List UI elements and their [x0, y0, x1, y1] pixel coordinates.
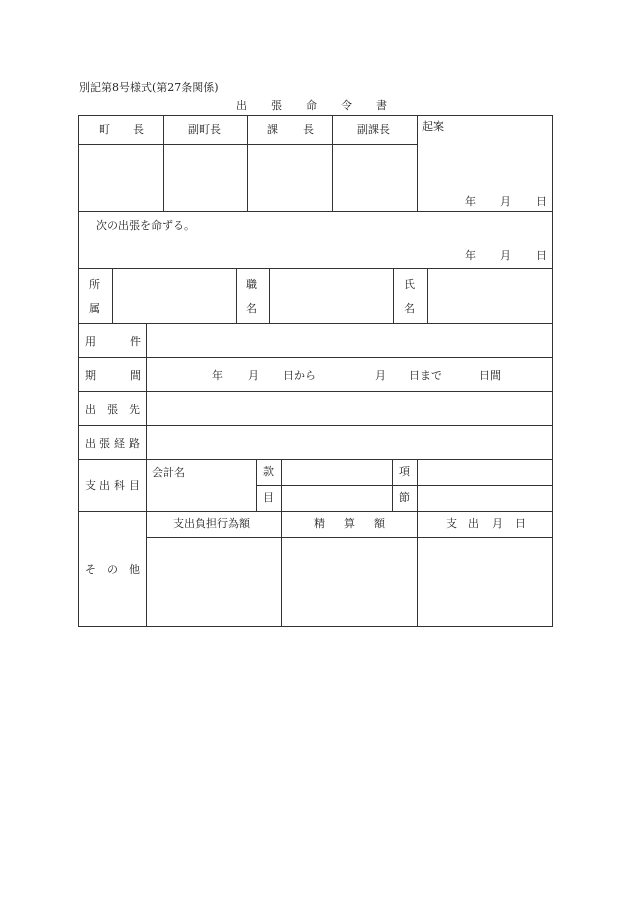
route-label: 経 — [114, 437, 125, 450]
table-line — [236, 268, 237, 324]
title-char: 出 — [236, 99, 247, 112]
table-line — [78, 357, 553, 358]
other-label: そ — [85, 563, 96, 576]
deputy-section-chief-label: 副課長 — [357, 123, 390, 136]
period-year: 年 — [212, 369, 223, 382]
table-line — [78, 323, 553, 324]
position-label: 名 — [246, 302, 257, 315]
table-border — [78, 115, 79, 627]
draft-date-month: 月 — [500, 195, 511, 208]
table-line — [112, 268, 113, 324]
business-label: 用 — [85, 335, 96, 348]
payment-date-header: 月 — [492, 517, 503, 530]
table-line — [78, 459, 553, 460]
route-label: 出 — [85, 437, 96, 450]
table-line — [78, 425, 553, 426]
table-line — [332, 115, 333, 212]
title-char: 張 — [271, 99, 282, 112]
form-label: 別記第8号様式(第27条関係) — [79, 81, 219, 94]
budget-label: 目 — [129, 479, 140, 492]
settlement-header: 精 — [314, 517, 325, 530]
table-line — [78, 391, 553, 392]
order-text: 次の出張を命ずる。 — [96, 219, 195, 232]
table-line — [393, 268, 394, 324]
table-line — [256, 485, 553, 486]
period-days: 日間 — [479, 369, 501, 382]
title-char: 書 — [376, 99, 387, 112]
route-label: 張 — [99, 437, 110, 450]
table-border — [552, 115, 553, 627]
table-border — [78, 115, 553, 116]
order-date-month: 月 — [500, 249, 511, 262]
draft-date-day: 日 — [536, 195, 547, 208]
table-line — [269, 268, 270, 324]
table-line — [281, 511, 282, 627]
section-chief-label: 長 — [303, 123, 314, 136]
payment-date-header: 日 — [515, 517, 526, 530]
period-month-end: 月 — [375, 369, 386, 382]
order-date-day: 日 — [536, 249, 547, 262]
period-label: 間 — [130, 369, 141, 382]
table-line — [163, 115, 164, 212]
name-label: 名 — [404, 302, 415, 315]
period-month: 月 — [248, 369, 259, 382]
period-label: 期 — [85, 369, 96, 382]
table-line — [417, 511, 418, 627]
expense-act-header: 支出負担行為額 — [173, 517, 250, 530]
destination-label: 張 — [107, 403, 118, 416]
period-until: 日まで — [409, 369, 442, 382]
affiliation-label: 所 — [89, 278, 100, 291]
business-label: 件 — [130, 335, 141, 348]
account-name-label: 会計名 — [152, 466, 185, 479]
setsu-label: 節 — [399, 491, 410, 504]
payment-date-header: 出 — [468, 517, 479, 530]
other-label: 他 — [129, 563, 140, 576]
payment-date-header: 支 — [446, 517, 457, 530]
budget-label: 出 — [99, 479, 110, 492]
table-line — [427, 268, 428, 324]
destination-label: 出 — [85, 403, 96, 416]
kou-label: 項 — [399, 465, 410, 478]
kan-label: 款 — [263, 465, 274, 478]
affiliation-label: 属 — [89, 302, 100, 315]
table-border — [78, 626, 553, 627]
position-label: 職 — [246, 278, 257, 291]
table-line — [247, 115, 248, 212]
settlement-header: 算 — [344, 517, 355, 530]
route-label: 路 — [129, 437, 140, 450]
order-date-year: 年 — [465, 249, 476, 262]
table-line — [78, 511, 553, 512]
name-label: 氏 — [404, 278, 415, 291]
table-line — [78, 268, 553, 269]
town-mayor-label: 長 — [133, 123, 144, 136]
settlement-header: 額 — [374, 517, 385, 530]
table-line — [78, 211, 553, 212]
period-from: 日から — [283, 369, 316, 382]
budget-label: 支 — [85, 479, 96, 492]
draft-label: 起案 — [422, 120, 444, 133]
other-label: の — [107, 563, 118, 576]
table-line — [417, 115, 418, 212]
table-line — [78, 144, 418, 145]
table-line — [146, 537, 553, 538]
section-chief-label: 課 — [267, 123, 278, 136]
moku-label: 目 — [263, 491, 274, 504]
table-line — [146, 323, 147, 627]
draft-date-year: 年 — [465, 195, 476, 208]
budget-label: 科 — [114, 479, 125, 492]
destination-label: 先 — [129, 403, 140, 416]
title-char: 命 — [306, 99, 317, 112]
deputy-mayor-label: 副町長 — [188, 123, 221, 136]
town-mayor-label: 町 — [99, 123, 110, 136]
title-char: 令 — [341, 99, 352, 112]
